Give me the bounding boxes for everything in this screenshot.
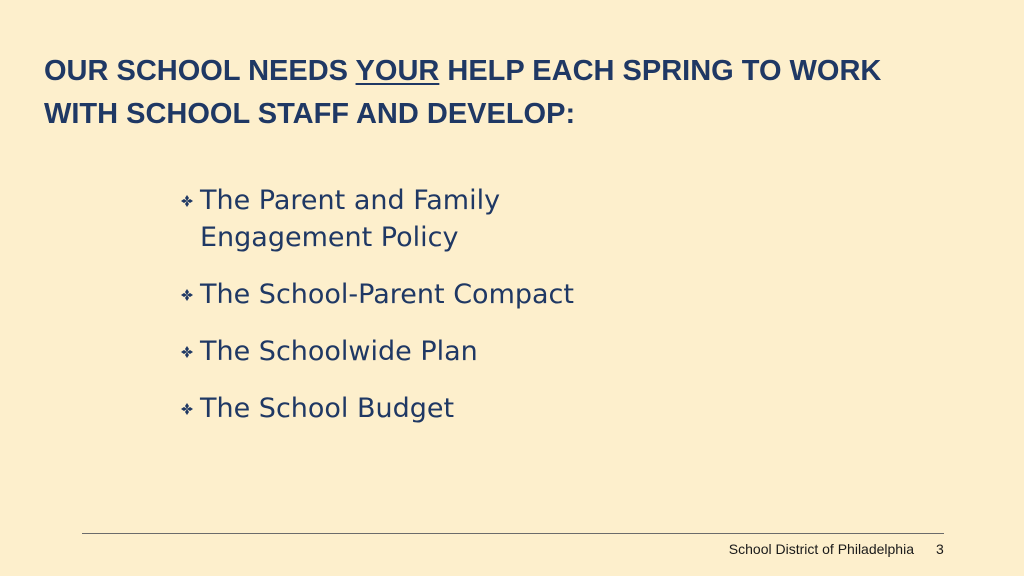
bullet-item-parent-family-policy (180, 182, 580, 256)
bullet-item-school-parent-compact (180, 276, 580, 313)
footer-divider (82, 533, 944, 534)
diamond-bullet-icon (180, 402, 194, 416)
diamond-bullet-icon (180, 194, 194, 208)
bullet-text: The School Budget (200, 393, 455, 424)
footer-organization: School District of Philadelphia (728, 541, 914, 557)
bullet-text: The School-Parent Compact (200, 279, 574, 310)
bullet-item-school-budget (180, 390, 580, 427)
slide-title (44, 50, 944, 136)
bullet-list (180, 182, 580, 447)
title-part-1: OUR SCHOOL NEEDS (44, 55, 356, 87)
bullet-text: The Schoolwide Plan (200, 336, 478, 367)
bullet-item-schoolwide-plan (180, 333, 580, 370)
title-emphasis: YOUR (355, 55, 440, 87)
title-part-2: HELP EACH SPRING TO WORK WITH SCHOOL STAFF AND DEVELOP: (44, 55, 882, 130)
diamond-bullet-icon (180, 288, 194, 302)
diamond-bullet-icon (180, 345, 194, 359)
bullet-text: The Parent and Family Engagement Policy (200, 185, 501, 253)
page-number: 3 (936, 541, 944, 557)
